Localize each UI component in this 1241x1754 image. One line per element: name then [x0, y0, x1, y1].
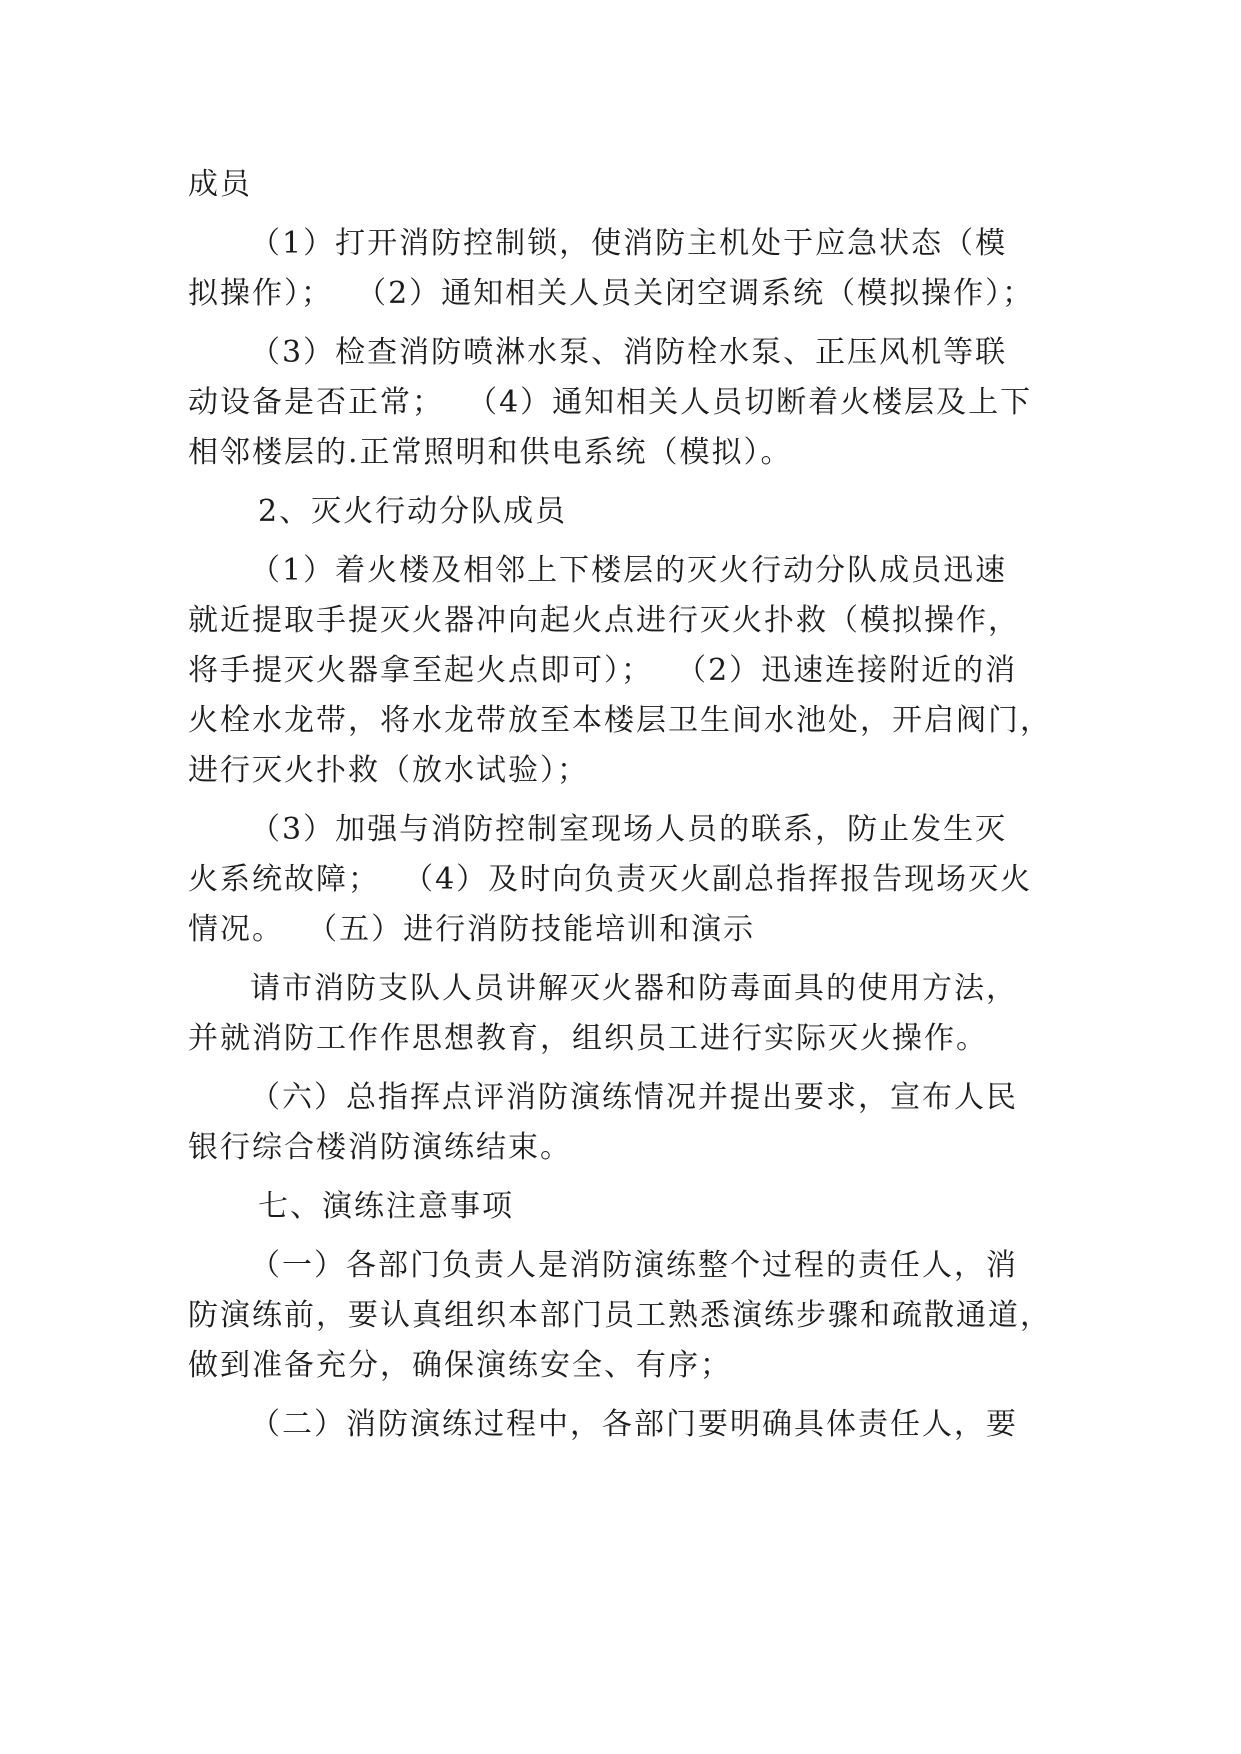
text-line: 拟操作）； （2）通知相关人员关闭空调系统（模拟操作）； [188, 276, 1035, 311]
text-line: 进行灭火扑救（放水试验）； [188, 753, 589, 788]
text-line: 动设备是否正常； （4）通知相关人员切断着火楼层及上下 [188, 385, 1033, 420]
text-line: （3）加强与消防控制室现场人员的联系，防止发生灭 [250, 812, 1008, 847]
text-line: （1）打开消防控制锁，使消防主机处于应急状态（模 [250, 226, 1008, 261]
text-line: （一）各部门负责人是消防演练整个过程的责任人，消 [250, 1248, 1018, 1283]
text-line: 火栓水龙带，将水龙带放至本楼层卫生间水池处，开启阀门， [188, 703, 1052, 738]
text-line: （六）总指挥点评消防演练情况并提出要求，宣布人民 [250, 1080, 1018, 1115]
section-heading: 七、演练注意事项 [258, 1189, 514, 1224]
document-body [188, 160, 1068, 1450]
text-line: 请市消防支队人员讲解灭火器和防毒面具的使用方法， [250, 971, 1018, 1006]
text-line: （3）检查消防喷淋水泵、消防栓水泵、正压风机等联 [250, 335, 1008, 370]
text-line: 银行综合楼消防演练结束。 [188, 1130, 572, 1165]
section-heading: 2、灭火行动分队成员 [258, 494, 568, 529]
text-line: 相邻楼层的.正常照明和供电系统（模拟）。 [188, 435, 793, 470]
text-line: 并就消防工作作思想教育，组织员工进行实际灭火操作。 [188, 1021, 988, 1056]
text-line: 火系统故障； （4）及时向负责灭火副总指挥报告现场灭火 [188, 862, 1033, 897]
text-line: 情况。 （五）进行消防技能培训和演示 [188, 912, 756, 947]
text-line: 成员 [188, 167, 252, 202]
text-line: 做到准备充分，确保演练安全、有序； [188, 1348, 732, 1383]
text-line: 将手提灭火器拿至起火点即可）； （2）迅速连接附近的消 [188, 653, 1018, 688]
text-line: 防演练前，要认真组织本部门员工熟悉演练步骤和疏散通道， [188, 1298, 1052, 1333]
text-line: （1）着火楼及相邻上下楼层的灭火行动分队成员迅速 [250, 553, 1008, 588]
text-line: 就近提取手提灭火器冲向起火点进行灭火扑救（模拟操作， [188, 603, 1020, 638]
text-line: （二）消防演练过程中，各部门要明确具体责任人，要 [250, 1407, 1018, 1442]
